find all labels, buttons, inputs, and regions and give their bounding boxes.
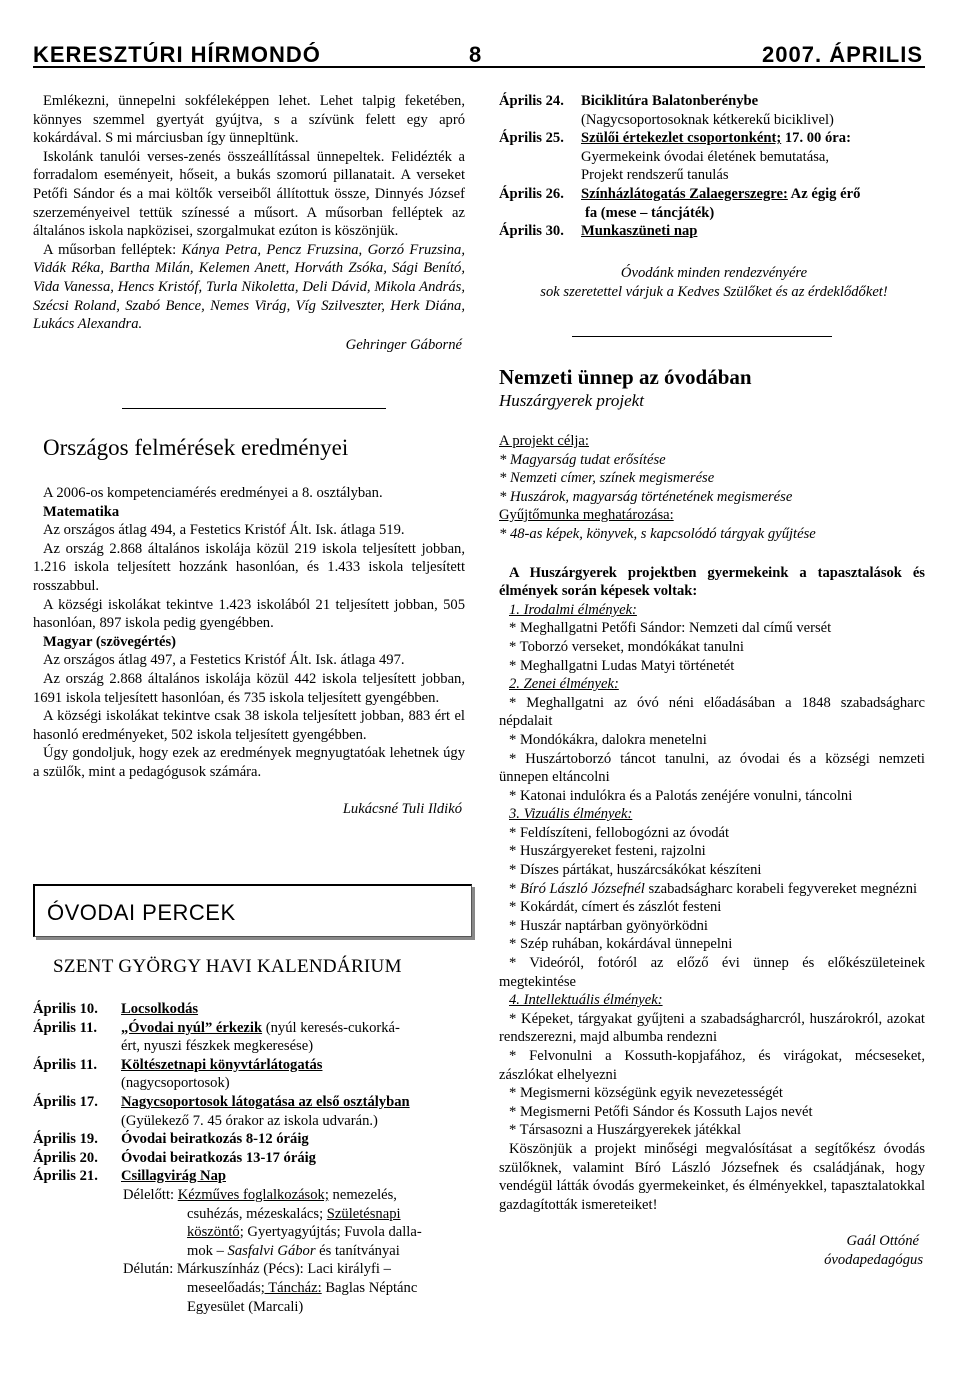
list-item: * 48-as képek, könyvek, s kapcsolódó tárgyak gyűjtése: [499, 525, 816, 542]
paragraph: Az országos átlag 497, a Festetics Kristóf Ált. Isk. átlaga 497.: [43, 652, 405, 669]
list-item: * Felvonulni a Kossuth-kopjafához, és virágokat, mécseseket, zászlókat elhelyezni: [499, 1048, 925, 1083]
calendar-row: Április 11. Költészetnapi könyvtárlátogatás: [33, 1056, 323, 1073]
calendar-row: Április 21. Csillagvirág Nap: [33, 1168, 226, 1185]
event-row: Április 30. Munkaszüneti nap: [499, 223, 698, 240]
list-item: * Huszár naptárban gyönyörködni: [509, 917, 708, 934]
paragraph: Az ország 2.868 általános iskolája közül 219 iskola teljesített jobban, 1.216 iskola teljesített hozzánk hasonlóan, és 1.433 iskola teljesített rosszabbul.: [33, 540, 465, 594]
subsection-heading: 1. Irodalmi élmények:: [509, 601, 637, 618]
performers-paragraph: A műsorban felléptek: Kánya Petra, Pencz Fruzsina, Gorzó Fruzsina, Vidák Réka, Bartha Milán, Kelemen Anett, Horváth Zsóka, Sági Benító, Vida Vanessa, Hencs Kristóf, Turla Nikoletta, Deli Dávid, Mikola András, Szécsi Roland, Szabó Bence, Nemes Virág, Víg Szilveszter, Herk Diána, Lukács Alexandra.: [33, 241, 465, 333]
event-list: Április 24. Biciklitúra Balatonberénybe (Nagycsoportosoknak kétkerekű biciklivel) Április 25. Szülői értekezlet csoportonként; 17. 00 óra: Gyermekeink óvodai életének bemutatása, Projekt rendszerű tanulás Április 26. Színházlátogatás Zalaegerszegre: Az égig érő fa (mese – táncjáték) Április 30. Munkaszüneti nap: [499, 92, 929, 241]
calendar-row: Április 20. Óvodai beiratkozás 13-17 óráig: [33, 1149, 316, 1166]
list-item: * Videóról, fotóról az előző évi ünnep és előkészületeinek megtekintése: [499, 955, 925, 990]
list-item: * Meghallgatni az óvó néni előadásában a 1848 szabadságharc népdalait: [499, 694, 925, 730]
list-item: * Bíró László Józsefnél szabadságharc korabeli fegyvereket megnézni: [509, 880, 918, 897]
section-heading: Gyűjtőmunka meghatározása:: [499, 507, 674, 524]
section-heading: Matematika: [43, 503, 120, 520]
invitation: Óvodánk minden rendezvényére sok szeretettel várjuk a Kedves Szülőket és az érdeklődőket!: [540, 265, 888, 300]
newspaper-title: KERESZTÚRI HÍRMONDÓ: [33, 42, 321, 67]
article-title: Nemzeti ünnep az óvodában: [499, 365, 752, 389]
list-item: * Meghallgatni Petőfi Sándor: Nemzeti dal című versét: [509, 620, 832, 637]
list-item: * Huszártoborzó táncot tanulni, az óvodai és a községi nemzeti ünnepen eltáncolni: [499, 750, 925, 786]
subsection-heading: 3. Vizuális élmények:: [509, 806, 633, 823]
paragraph: Úgy gondoljuk, hogy ezek az eredmények megnyugtatóak lehetnek úgy a szülők, mint a pedagógusok számára.: [33, 745, 465, 780]
event-row: Április 26. Színházlátogatás Zalaegerszegre: Az égig érő: [499, 185, 861, 202]
paragraph: Az ország 2.868 általános iskolája közül 442 iskola teljesített jobban, 1691 iskola teljesített hasonlóan, és 735 iskola teljesített gyengébben.: [33, 670, 465, 706]
paragraph: A 2006-os kompetenciamérés eredményei a 8. osztályban.: [43, 485, 383, 501]
subsection-heading: 2. Zenei élmények:: [509, 676, 619, 693]
calendar-title: SZENT GYÖRGY HAVI KALENDÁRIUM: [53, 956, 402, 977]
issue-date: 2007. ÁPRILIS: [762, 42, 923, 67]
event-row: Április 25. Szülői értekezlet csoportonként; 17. 00 óra:: [499, 130, 851, 147]
author-signature: Gehringer Gáborné: [345, 336, 462, 353]
author-signature: Lukácsné Tuli Ildikó: [342, 800, 462, 817]
section-heading: A projekt célja:: [499, 433, 589, 449]
list-item: * Magyarság tudat erősítése: [499, 451, 666, 468]
list-item: * Megismerni Petőfi Sándor és Kossuth Lajos nevét: [509, 1103, 813, 1120]
list-item: * Huszárgyereket festeni, rajzolni: [509, 843, 706, 860]
page-number: 8: [469, 42, 483, 67]
paragraph: Az országos átlag 494, a Festetics Kristóf Ált. Isk. átlaga 519.: [43, 522, 405, 539]
list-item: * Díszes pártákat, huszárcsákókat készíteni: [509, 862, 762, 879]
list-item: * Huszárok, magyarság történetének megismerése: [499, 488, 793, 505]
paragraph: Köszönjük a projekt minőségi megvalósításat a segítőkész óvodás szülőknek, valamint Bíró László Józsefnek és családjának, hogy vendégül látták óvodás gyermekeinket, és élményekkel, tapasztalatokkal gazdagították ismereteiket!: [499, 1140, 925, 1213]
list-item: * Képeket, tárgyakat gyűjteni a szabadságharcról, huszárokról, azokat rendszerezni, majd albumba rendezni: [499, 1010, 925, 1046]
paragraph: Emlékezni, ünnepelni sokféleképpen lehet. Lehet talpig feketében, könnyes szemmel gyertyát gyújtva, s a szívünk felett egy apró kokárdával. S mi márciusban így ünnepltünk.: [33, 93, 465, 147]
list-item: * Toborzó verseket, mondókákat tanulni: [509, 638, 744, 655]
author-role: óvodapedagógus: [824, 1251, 923, 1268]
author-signature: Gaál Ottóné: [846, 1233, 919, 1250]
article-subtitle: Huszárgyerek projekt: [499, 391, 644, 410]
march-article: [33, 92, 465, 354]
list-item: * Megismerni községünk egyik nevezetességét: [509, 1085, 783, 1102]
list-item: * Nemzeti címer, színek megismerése: [499, 470, 715, 487]
calendar-row: Április 19. Óvodai beiratkozás 8-12 óráig: [33, 1131, 309, 1148]
section-box: [33, 884, 472, 937]
paragraph: A községi iskolákat tekintve 1.423 iskolából 21 teljesített jobban, 505 hasonlóan, 897 iskola pedig gyengébben.: [33, 596, 465, 632]
subsection-heading: 4. Intellektuális élmények:: [509, 992, 663, 1009]
list-item: * Mondókákra, dalokra menetelni: [509, 731, 707, 748]
list-item: * Kokárdát, címert és zászlót festeni: [509, 899, 722, 916]
experiences-heading: A Huszárgyerek projektben gyermekeink a tapasztalások és élmények során képesek voltak:: [499, 564, 925, 600]
list-item: * Társasozni a Huszárgyerekek játékkal: [509, 1122, 742, 1139]
paragraph: Iskolánk tanulói verses-zenés összeállítással ünnepeltek. Felidézték a forradalom eseményeit, hőseit, a bukás szomorú pillanatait. A verseket Petőfi Sándor és a mai költők verseiből állítottuk össze, Dinnyés József szerzeményeivel tettük színessé a műsort. A műsorban felléptek az általános iskola napközisei, szorgalmukat ezúton is köszönjük.: [33, 148, 465, 240]
list-item: * Katonai indulókra és a Palotás zenéjére vonulni, táncolni: [509, 787, 853, 804]
paragraph: A községi iskolákat tekintve csak 38 iskola teljesített jobban, 883 ért el hasonló eredményeket, 502 iskola teljesített gyengébben.: [33, 708, 465, 743]
calendar-row: Április 10. Locsolkodás: [33, 1001, 199, 1017]
divider: [572, 336, 832, 337]
list-item: * Meghallgatni Ludas Matyi történetét: [509, 657, 735, 674]
section-heading: Magyar (szövegértés): [43, 633, 177, 650]
program-details: Délelőtt: Kézműves foglalkozások; nemezelés, csuhézás, mézeskalács; Születésnapi köszöntő; Gyertyagyújtás; Fuvola dalla- mok – Sasfalvi Gábor és tanítványai Délután: Márkuszínház (Pécs): Laci királyfi – meseelőadás; Táncház: Baglas Néptánc Egyesület (Marcali): [123, 1186, 422, 1315]
section-box-title: ÓVODAI PERCEK: [47, 900, 236, 925]
calendar-row: Április 17. Nagycsoportosok látogatása az első osztályban: [33, 1093, 410, 1110]
divider: [122, 408, 386, 409]
event-row: Április 24. Biciklitúra Balatonberénybe: [499, 93, 759, 109]
page-header: [33, 40, 925, 68]
calendar: Április 10. Locsolkodás Április 11. „Óvodai nyúl” érkezik (nyúl keresés-cukorká- ért, nyuszi fészkek megkeresése) Április 11. Költészetnapi könyvtárlátogatás (nagycsoportosok) Április 17. Nagycsoportosok látogatása az első osztályban (Gyülekező 7. 45 órakor az iskola udvarán.) Április 19. Óvodai beiratkozás 8-12 óráig Április 20. Óvodai beiratkozás 13-17 óráig Április 21. Csillagvirág Nap Délelőtt: Kézműves foglalkozások; nemezelés, csuhézás, mézeskalács; Születésnapi köszöntő; Gyertyagyújtás; Fuvola dalla- mok – Sasfalvi Gábor és tanítványai Délután: Márkuszínház (Pécs): Laci királyfi – meseelőadás; Táncház: Baglas Néptánc Egyesület (Marcali): [33, 1000, 473, 1316]
project-article: [499, 432, 925, 1270]
results-article: [33, 484, 465, 818]
list-item: * Feldíszíteni, fellobogózni az óvodát: [509, 824, 730, 841]
article-title: Országos felmérések eredményei: [43, 435, 349, 460]
list-item: * Szép ruhában, kokárdával ünnepelni: [509, 936, 733, 953]
calendar-row: Április 11. „Óvodai nyúl” érkezik (nyúl keresés-cukorká-: [33, 1019, 400, 1036]
